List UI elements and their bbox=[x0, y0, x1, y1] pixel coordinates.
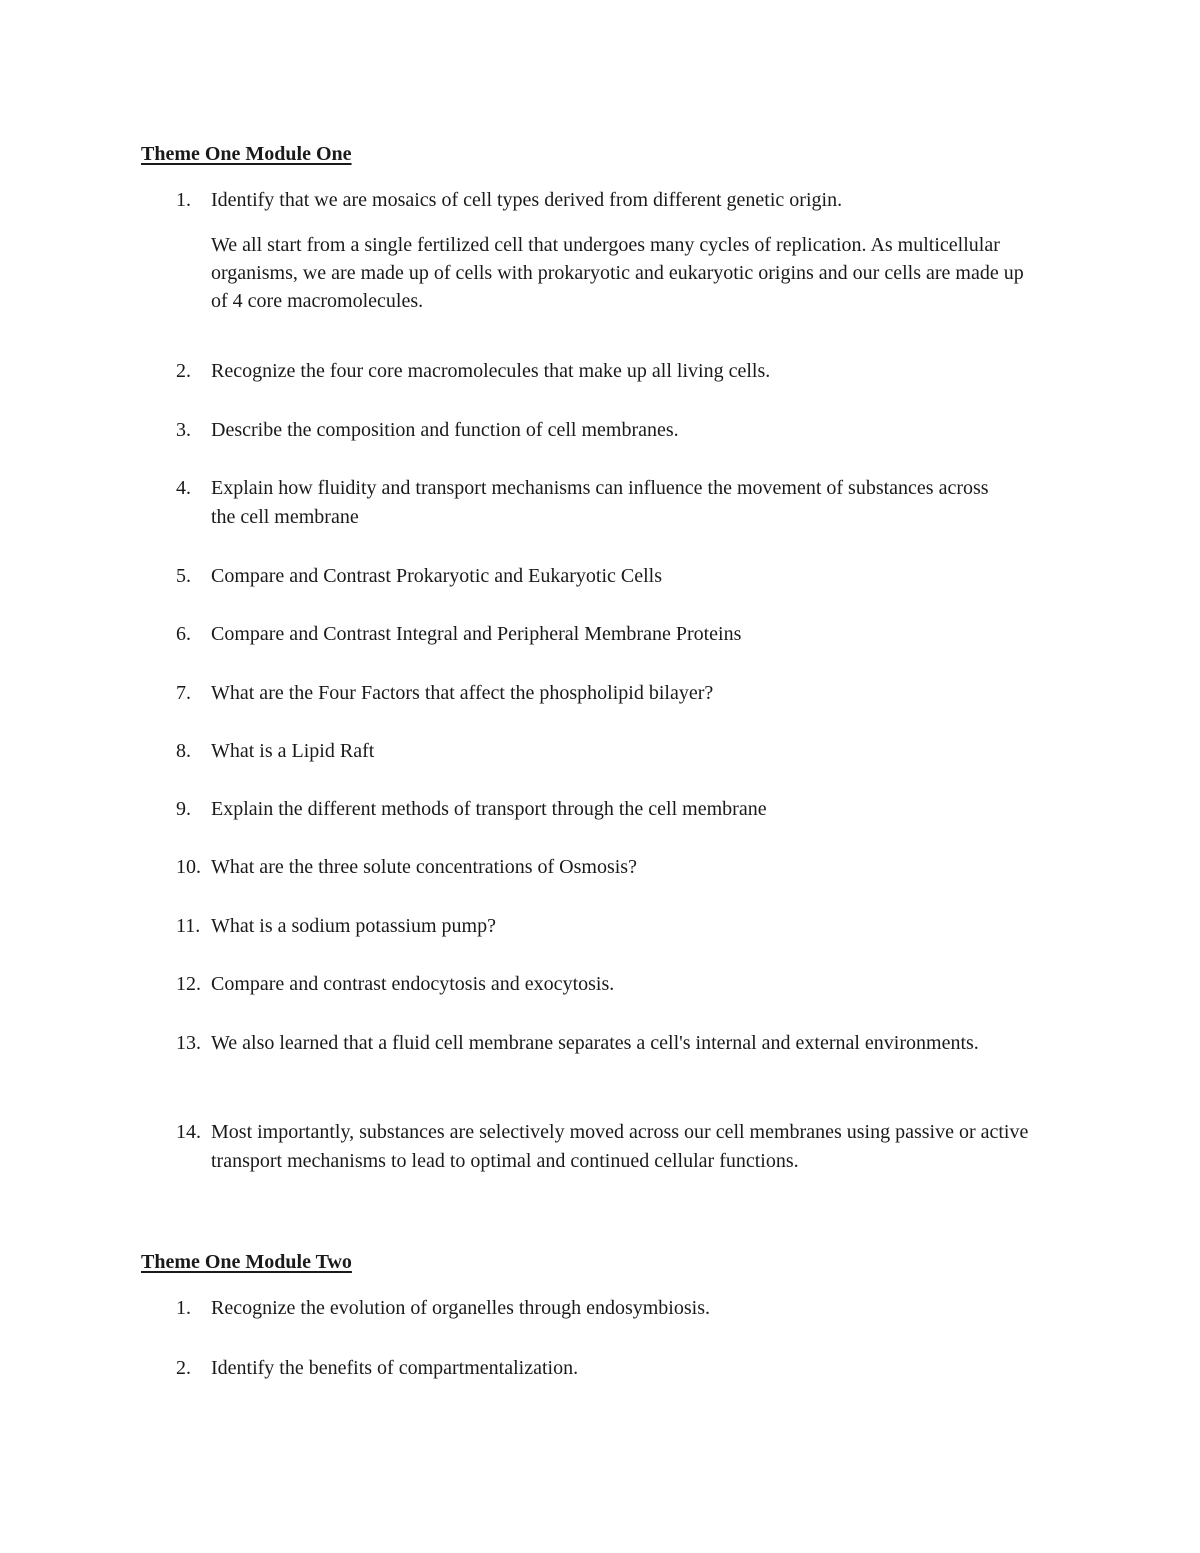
item-text: Most importantly, substances are selectively moved across our cell membranes using passive or active transport mechanisms to lead to optimal and continued cellular functions. bbox=[211, 1121, 1029, 1172]
item-text: Identify that we are mosaics of cell types derived from different genetic origin. bbox=[211, 189, 843, 211]
item-number: 2. bbox=[176, 360, 191, 382]
module-one-heading: Theme One Module One bbox=[141, 143, 352, 165]
item-number: 4. bbox=[176, 477, 191, 499]
item-number: 11. bbox=[176, 915, 201, 937]
item-number: 7. bbox=[176, 682, 191, 704]
item-text: What are the Four Factors that affect the phospholipid bilayer? bbox=[211, 682, 714, 704]
item-number: 9. bbox=[176, 798, 191, 820]
item-number: 3. bbox=[176, 419, 191, 441]
item-number: 5. bbox=[176, 565, 191, 587]
item-text: Explain the different methods of transport through the cell membrane bbox=[211, 798, 767, 820]
item-number: 1. bbox=[176, 189, 191, 211]
item-number: 13. bbox=[176, 1032, 201, 1054]
item-text: Describe the composition and function of cell membranes. bbox=[211, 419, 679, 441]
item-text: Compare and Contrast Integral and Peripheral Membrane Proteins bbox=[211, 623, 742, 645]
item-text: Recognize the evolution of organelles through endosymbiosis. bbox=[211, 1297, 710, 1319]
item-text: What are the three solute concentrations of Osmosis? bbox=[211, 856, 637, 878]
item-text: Compare and Contrast Prokaryotic and Eukaryotic Cells bbox=[211, 565, 663, 587]
item-number: 12. bbox=[176, 973, 201, 995]
item-one-note: We all start from a single fertilized cell that undergoes many cycles of replication. As multicellular organisms, we are made up of cells with prokaryotic and eukaryotic origins and our cells are made up of 4 core macromolecules. bbox=[211, 234, 1024, 312]
item-text: Identify the benefits of compartmentalization. bbox=[211, 1357, 579, 1379]
item-number: 6. bbox=[176, 623, 191, 645]
item-number: 14. bbox=[176, 1121, 201, 1143]
item-text: Compare and contrast endocytosis and exocytosis. bbox=[211, 973, 615, 995]
item-text: We also learned that a fluid cell membrane separates a cell's internal and external environments. bbox=[211, 1032, 979, 1054]
module-two-heading: Theme One Module Two bbox=[141, 1251, 352, 1273]
item-number: 1. bbox=[176, 1297, 191, 1319]
item-number: 8. bbox=[176, 740, 191, 762]
item-text: Explain how fluidity and transport mechanisms can influence the movement of substances across the cell membrane bbox=[211, 477, 989, 528]
item-text: What is a Lipid Raft bbox=[211, 740, 375, 762]
item-text: What is a sodium potassium pump? bbox=[211, 915, 496, 937]
item-number: 2. bbox=[176, 1357, 191, 1379]
item-text: Recognize the four core macromolecules that make up all living cells. bbox=[211, 360, 771, 382]
item-number: 10. bbox=[176, 856, 201, 878]
